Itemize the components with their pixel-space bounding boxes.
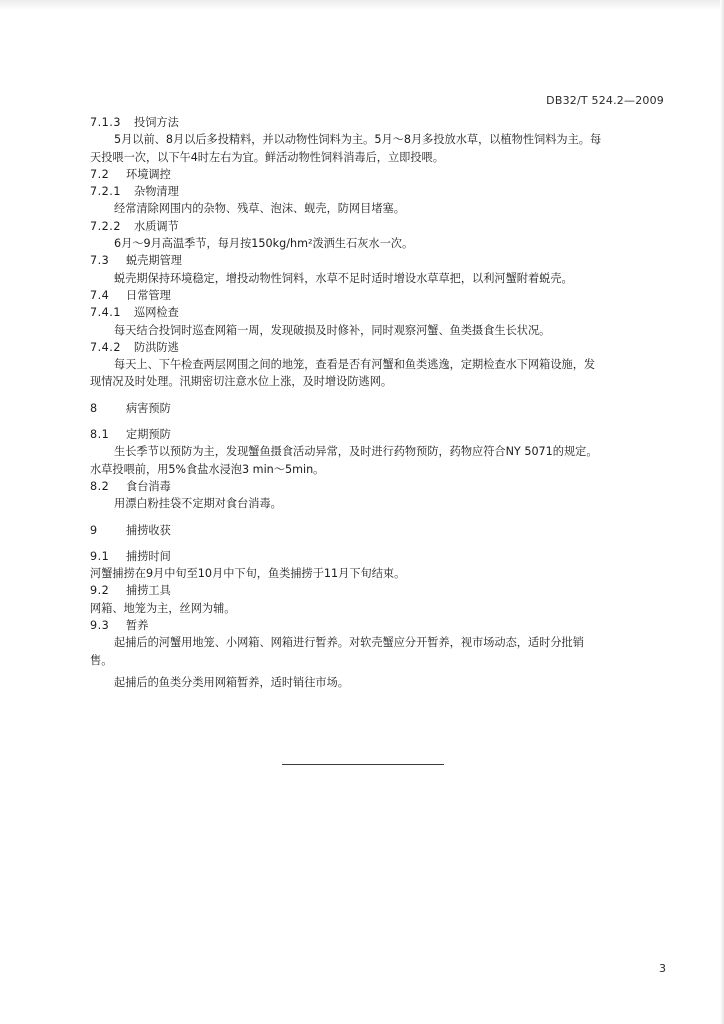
heading-text: 巡网检查: [134, 306, 179, 320]
heading-number: 7.2: [90, 167, 110, 181]
heading-text: 水质调节: [134, 219, 179, 233]
heading-text: 捕捞收获: [126, 523, 171, 537]
heading-text: 捕捞工具: [126, 584, 171, 598]
heading-number: 7.4: [90, 288, 110, 302]
paragraph-line: 6月～9月高温季节，每月按150kg/hm²泼洒生石灰水一次。: [114, 237, 414, 251]
paragraph-line: 网箱、地笼为主，丝网为辅。: [90, 601, 236, 615]
heading-chapter-8: [90, 400, 666, 417]
paragraph-line: 起捕后的鱼类分类用网箱暂养，适时销往市场。: [114, 675, 349, 689]
heading-text: 防洪防逃: [134, 340, 179, 354]
heading-number: 7.1.3: [90, 116, 121, 129]
heading-8-2: [90, 478, 666, 495]
document-body: [90, 114, 666, 691]
paragraph-line: 水草投喂前，用5%食盐水浸泡3 min～5min。: [90, 462, 325, 476]
paragraph-line: 河蟹捕捞在9月中旬至10月中下旬，鱼类捕捞于11月下旬结束。: [90, 567, 406, 581]
heading-7-2-2: [90, 218, 666, 235]
heading-7-4: [90, 287, 666, 304]
heading-7-2: [90, 166, 666, 183]
heading-text: 投饲方法: [134, 116, 179, 129]
paragraph-line: 经常清除网围内的杂物、残草、泡沫、蚬壳，防网目堵塞。: [114, 202, 405, 216]
heading-number: 9.2: [90, 584, 110, 598]
heading-number: 9.3: [90, 619, 110, 633]
page-number: 3: [659, 962, 666, 975]
end-of-document-rule: [282, 764, 444, 765]
paragraph-line: 每天结合投饲时巡查网箱一周，发现破损及时修补，同时观察河蟹、鱼类摄食生长状况。: [114, 323, 551, 337]
heading-number: 8.2: [90, 479, 110, 493]
heading-text: 暂养: [126, 619, 149, 633]
heading-text: 食台消毒: [126, 479, 171, 493]
paragraph-line: 现情况及时处理。汛期密切注意水位上涨，及时增设防逃网。: [90, 375, 393, 389]
standard-number: DB32/T 524.2—2009: [546, 94, 664, 107]
heading-7-1-3: [90, 114, 666, 131]
heading-number: 9: [90, 523, 98, 537]
heading-chapter-9: [90, 522, 666, 539]
heading-text: 环境调控: [126, 167, 171, 181]
heading-9-2: [90, 582, 666, 599]
heading-9-3: [90, 617, 666, 634]
heading-number: 7.4.1: [90, 306, 121, 320]
heading-number: 8: [90, 401, 98, 415]
paragraph-line: 蜕壳期保持环境稳定，增投动物性饲料，水草不足时适时增设水草草把，以利河蟹附着蜕壳。: [114, 271, 573, 285]
heading-9-1: [90, 548, 666, 565]
heading-number: 9.1: [90, 549, 110, 563]
heading-8-1: [90, 426, 666, 443]
heading-text: 日常管理: [126, 288, 171, 302]
heading-7-4-2: [90, 339, 666, 356]
paragraph-line: 生长季节以预防为主，发现蟹鱼摄食活动异常，及时进行药物预防，药物应符合NY 5071的规定。: [114, 445, 598, 459]
heading-text: 杂物清理: [134, 185, 179, 199]
paragraph-line: 售。: [90, 653, 113, 667]
heading-text: 病害预防: [126, 401, 171, 415]
heading-7-2-1: [90, 183, 666, 200]
heading-text: 蜕壳期管理: [126, 254, 182, 268]
heading-7-4-1: [90, 304, 666, 321]
paragraph-line: 天投喂一次，以下午4时左右为宜。鲜活动物性饲料消毒后，立即投喂。: [90, 150, 444, 164]
heading-number: 7.4.2: [90, 340, 121, 354]
paragraph-line: 每天上、下午检查两层网围之间的地笼，查看是否有河蟹和鱼类逃逸，定期检查水下网箱设施，发: [114, 358, 596, 372]
heading-text: 捕捞时间: [126, 549, 171, 563]
heading-number: 7.3: [90, 254, 110, 268]
heading-7-3: [90, 252, 666, 269]
paragraph-line: 5月以前、8月以后多投精料，并以动物性饲料为主。5月～8月多投放水草，以植物性饲料为主。每: [114, 133, 602, 147]
heading-number: 8.1: [90, 428, 110, 442]
heading-number: 7.2.2: [90, 219, 121, 233]
paragraph-line: 起捕后的河蟹用地笼、小网箱、网箱进行暂养。对软壳蟹应分开暂养，视市场动态，适时分批销: [114, 636, 584, 650]
paragraph-line: 用漂白粉挂袋不定期对食台消毒。: [114, 497, 282, 511]
heading-text: 定期预防: [126, 428, 171, 442]
heading-number: 7.2.1: [90, 185, 121, 199]
